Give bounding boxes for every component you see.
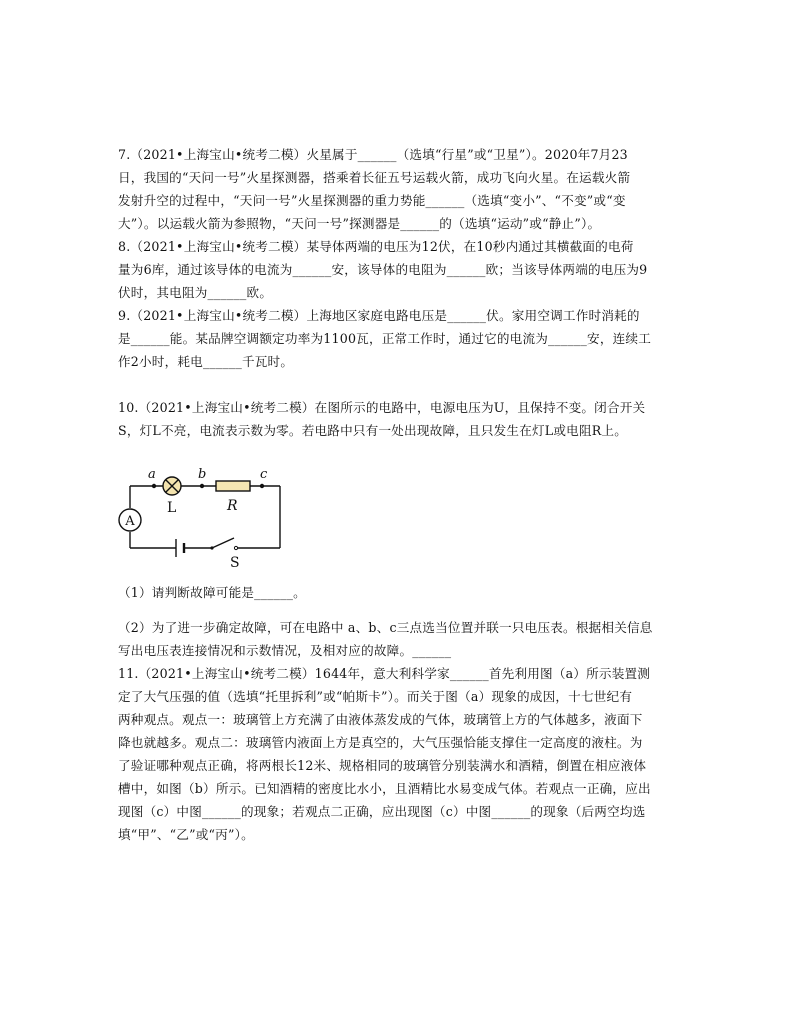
q11-line-2: 定了大气压强的值（选填“托里拆利”或“帕斯卡”）。而关于图（a）现象的成因，十七世纪有 — [118, 689, 633, 704]
ammeter-label: A — [125, 514, 135, 529]
label-lamp: L — [167, 500, 177, 516]
resistor-icon — [216, 481, 250, 491]
label-switch: S — [230, 555, 240, 571]
q11-line-8: 填“甲”、“乙”或“丙”）。 — [118, 827, 254, 842]
q9-line-2: 是______能。某品牌空调额定功率为1100瓦，正常工作时，通过它的电流为______安，连续工 — [118, 331, 652, 346]
q10-line-2: S，灯L不亮，电流表示数为零。若电路中只有一处出现故障，且只发生在灯L或电阻R上。 — [118, 423, 628, 438]
q10-sub-2b: 写出电压表连接情况和示数情况，及相对应的故障。______ — [118, 643, 452, 658]
circuit-wires — [130, 486, 280, 548]
q11-line-3: 两种观点。观点一：玻璃管上方充满了由液体蒸发成的气体，玻璃管上方的气体越多，液面下 — [118, 712, 643, 727]
switch-contact — [234, 546, 237, 549]
lamp-icon — [163, 477, 181, 495]
q11-line-5: 了验证哪种观点正确，将两根长12米、规格相同的玻璃管分别装满水和酒精，倒置在相应液体 — [118, 758, 647, 773]
node-c — [260, 484, 264, 488]
q8-line-2: 量为6库，通过该导体的电流为______安，该导体的电阻为______欧；当该导体两端的电压为9 — [118, 262, 648, 277]
q11-line-7: 现图（c）中图______的现象；若观点二正确，应出现图（c）中图______的现象（后两空均选 — [118, 804, 646, 819]
q7-line-1: 7.（2021•上海宝山•统考二模）火星属于______（选填“行星”或“卫星”）。2020年7月23 — [118, 147, 628, 162]
q9-line-3: 作2小时，耗电______千瓦时。 — [118, 354, 294, 369]
label-a: a — [148, 467, 156, 482]
q10-line-1: 10.（2021•上海宝山•统考二模）在图所示的电路中，电源电压为U，且保持不变。闭合开关 — [118, 400, 646, 415]
q10-sub-1: （1）请判断故障可能是______。 — [118, 585, 306, 600]
q11-line-6: 槽中，如图（b）所示。已知酒精的密度比水小，且酒精比水易变成气体。若观点一正确，应出 — [118, 781, 651, 796]
label-c: c — [260, 467, 268, 482]
label-resistor: R — [227, 498, 238, 514]
switch-pivot — [210, 546, 213, 549]
q8-line-3: 伏时，其电阻为______欧。 — [118, 285, 273, 300]
q9-line-1: 9.（2021•上海宝山•统考二模）上海地区家庭电路电压是______伏。家用空调工作时消耗的 — [118, 308, 640, 323]
q8-line-1: 8.（2021•上海宝山•统考二模）某导体两端的电压为12伏，在10秒内通过其横截面的电荷 — [118, 239, 634, 254]
q10-sub-2a: （2）为了进一步确定故障，可在电路中 a、b、c三点选当位置并联一只电压表。根据相关信息 — [118, 620, 653, 635]
ammeter-icon — [119, 509, 141, 531]
q7-line-2: 日，我国的“天问一号”火星探测器，搭乘着长征五号运载火箭，成功飞向火星。在运载火箭 — [118, 170, 631, 185]
circuit-diagram — [112, 466, 312, 571]
node-a — [152, 484, 156, 488]
node-b — [200, 484, 204, 488]
label-b: b — [198, 467, 207, 482]
q11-line-1: 11.（2021•上海宝山•统考二模）1644年，意大利科学家______首先利用图（a）所示装置测 — [118, 666, 651, 681]
q11-line-4: 降也就越多。观点二：玻璃管内液面上方是真空的，大气压强恰能支撑住一定高度的液柱。为 — [118, 735, 643, 750]
q7-line-4: 大”）。以运载火箭为参照物，“天问一号”探测器是______的（选填“运动”或“静止”）。 — [118, 216, 601, 231]
q7-line-3: 发射升空的过程中，“天问一号”火星探测器的重力势能______（选填“变小”、“不变”或“变 — [118, 193, 626, 208]
